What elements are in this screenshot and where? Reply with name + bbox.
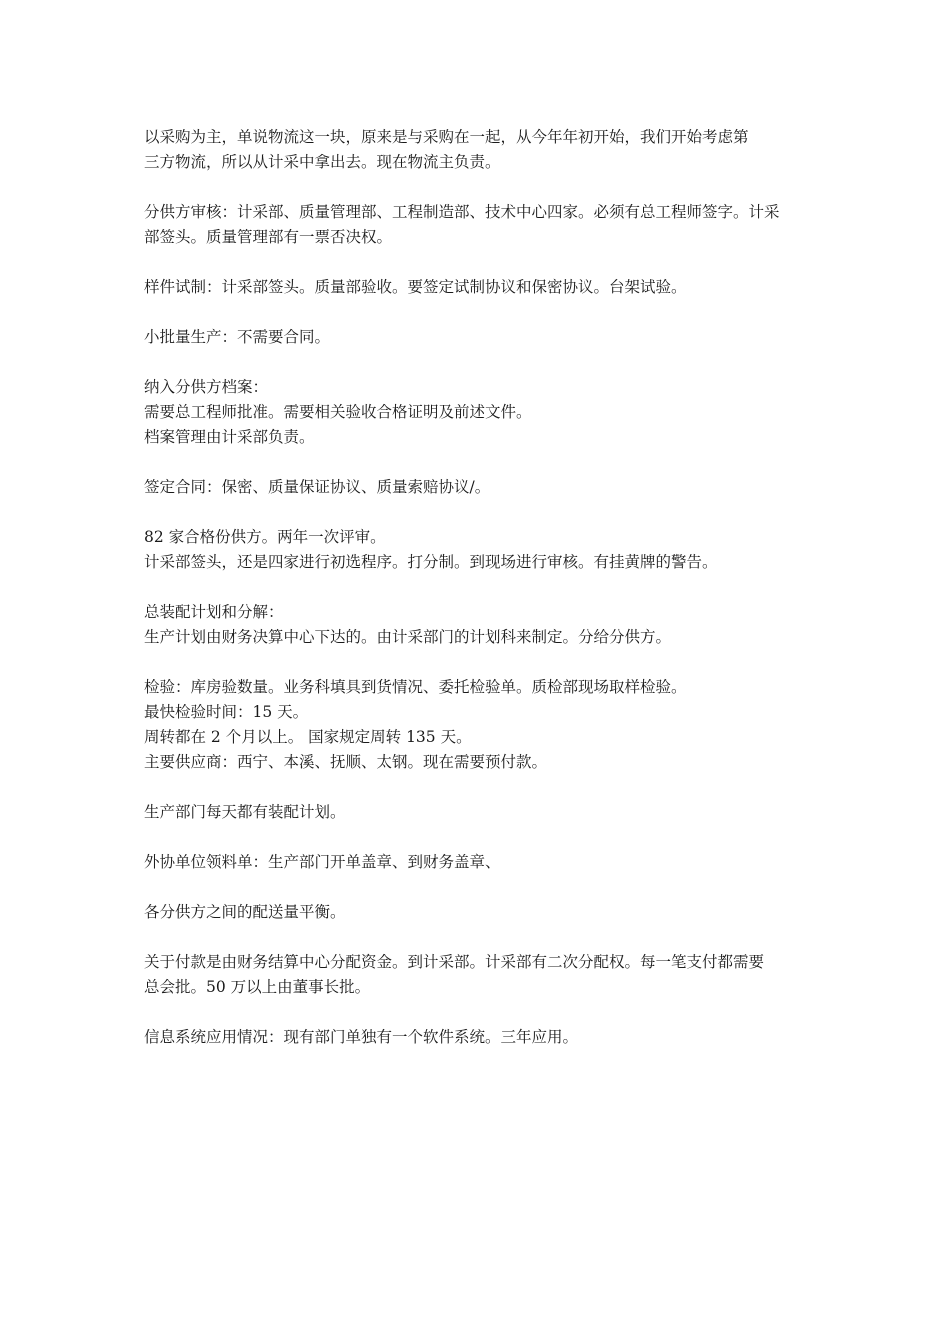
text-line: 周转都在 2 个月以上。 国家规定周转 135 天。: [144, 728, 472, 746]
paragraph-small-batch: [144, 325, 816, 350]
text-line: 总装配计划和分解：: [144, 603, 284, 621]
text-line: 需要总工程师批准。需要相关验收合格证明及前述文件。: [144, 403, 532, 421]
text-line: 签定合同：保密、质量保证协议、质量索赔协议/。: [144, 478, 491, 496]
paragraph-sample-trial: [144, 275, 816, 300]
text-line: 各分供方之间的配送量平衡。: [144, 903, 346, 921]
text-line: 检验：库房验数量。业务科填具到货情况、委托检验单。质检部现场取样检验。: [144, 678, 687, 696]
text-line: 主要供应商：西宁、本溪、抚顺、太钢。现在需要预付款。: [144, 753, 548, 771]
text-line: 生产计划由财务决算中心下达的。由计采部门的计划科来制定。分给分供方。: [144, 628, 672, 646]
text-line: 纳入分供方档案：: [144, 378, 269, 396]
text-line: 外协单位领料单：生产部门开单盖章、到财务盖章、: [144, 853, 501, 871]
paragraph-delivery-balance: [144, 900, 816, 925]
text-line: 关于付款是由财务结算中心分配资金。到计采部。计采部有二次分配权。每一笔支付都需要: [144, 953, 765, 971]
paragraph-logistics: [144, 125, 816, 175]
document-body: [144, 125, 816, 1075]
paragraph-payment: [144, 950, 816, 1000]
text-line: 82 家合格份供方。两年一次评审。: [144, 528, 386, 546]
text-line: 小批量生产：不需要合同。: [144, 328, 331, 346]
paragraph-supplier-archive: [144, 375, 816, 450]
paragraph-qualified-suppliers: [144, 525, 816, 575]
text-line: 信息系统应用情况：现有部门单独有一个软件系统。三年应用。: [144, 1028, 579, 1046]
text-line: 样件试制：计采部签头。质量部验收。要签定试制协议和保密协议。台架试验。: [144, 278, 687, 296]
paragraph-assembly-plan: [144, 600, 816, 650]
text-line: 三方物流，所以从计采中拿出去。现在物流主负责。: [144, 153, 501, 171]
text-line: 档案管理由计采部负责。: [144, 428, 315, 446]
paragraph-daily-assembly: [144, 800, 816, 825]
text-line: 总会批。50 万以上由董事长批。: [144, 978, 371, 996]
text-line: 部签头。质量管理部有一票否决权。: [144, 228, 393, 246]
paragraph-outsourcing: [144, 850, 816, 875]
paragraph-inspection: [144, 675, 816, 775]
paragraph-supplier-audit: [144, 200, 816, 250]
text-line: 生产部门每天都有装配计划。: [144, 803, 346, 821]
text-line: 分供方审核：计采部、质量管理部、工程制造部、技术中心四家。必须有总工程师签字。计采: [144, 203, 780, 221]
paragraph-info-system: [144, 1025, 816, 1050]
paragraph-contract: [144, 475, 816, 500]
text-line: 以采购为主，单说物流这一块，原来是与采购在一起，从今年年初开始，我们开始考虑第: [144, 128, 749, 146]
text-line: 最快检验时间：15 天。: [144, 703, 309, 721]
text-line: 计采部签头，还是四家进行初选程序。打分制。到现场进行审核。有挂黄牌的警告。: [144, 553, 718, 571]
